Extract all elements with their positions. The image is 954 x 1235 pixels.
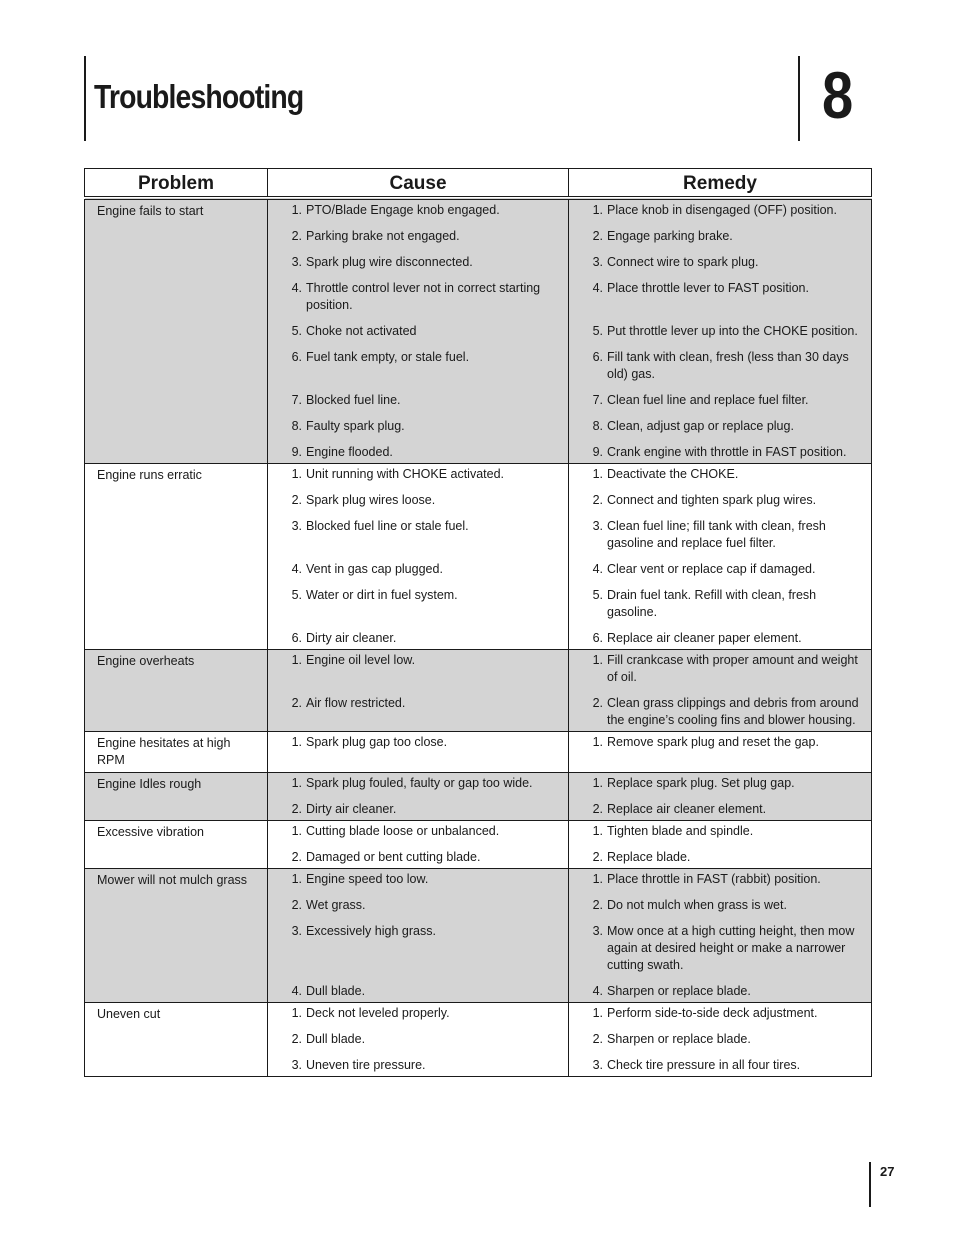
cause-item	[282, 1005, 564, 1022]
cause-item-number: 2 .	[282, 228, 302, 245]
remedy-cell	[569, 650, 872, 732]
remedy-item-number: 1 .	[583, 823, 603, 840]
remedy-item-text: Replace air cleaner element.	[607, 802, 767, 816]
cause-item-number: 2 .	[282, 849, 302, 866]
remedy-item	[583, 1005, 867, 1022]
cause-item-text: Choke not activated	[306, 324, 417, 338]
remedy-item-text: Clean fuel line; fill tank with clean, fresh gasoline and replace fuel filter.	[607, 519, 826, 550]
remedy-item-number: 1 .	[583, 652, 603, 686]
remedy-item-text: Clean fuel line and replace fuel filter.	[607, 393, 809, 407]
remedy-item-text: Engage parking brake.	[607, 229, 733, 243]
cause-item	[282, 349, 564, 383]
remedy-item	[583, 897, 867, 914]
remedy-item	[583, 561, 867, 578]
remedy-item	[583, 923, 867, 974]
remedy-item-text: Replace blade.	[607, 850, 691, 864]
table-row	[85, 464, 872, 650]
remedy-cell	[569, 464, 872, 650]
table-body	[85, 198, 872, 1077]
remedy-item-number: 5 .	[583, 323, 603, 340]
cause-item-text: Spark plug wires loose.	[306, 493, 436, 507]
remedy-list	[583, 775, 867, 818]
problem-cell: Excessive vibration	[85, 821, 268, 869]
cause-item-number: 1 .	[282, 871, 302, 888]
chapter-rule	[798, 56, 800, 141]
remedy-item-number: 2 .	[583, 492, 603, 509]
remedy-item	[583, 202, 867, 219]
remedy-item-number: 2 .	[583, 1031, 603, 1048]
remedy-item-text: Fill crankcase with proper amount and weight of oil.	[607, 653, 858, 684]
cause-cell	[268, 869, 569, 1003]
remedy-item-text: Place throttle lever to FAST position.	[607, 281, 809, 295]
cause-cell	[268, 1003, 569, 1077]
column-header-remedy: Remedy	[569, 169, 872, 199]
cause-item-text: Fuel tank empty, or stale fuel.	[306, 350, 470, 364]
cause-item	[282, 202, 564, 219]
cause-item	[282, 466, 564, 483]
cause-list	[282, 734, 564, 751]
remedy-item-number: 9 .	[583, 444, 603, 461]
remedy-item-number: 1 .	[583, 202, 603, 219]
remedy-item	[583, 466, 867, 483]
cause-item-number: 1 .	[282, 734, 302, 751]
cause-item	[282, 444, 564, 461]
cause-item-text: Deck not leveled properly.	[306, 1006, 450, 1020]
title-rule	[84, 56, 86, 141]
cause-cell	[268, 821, 569, 869]
cause-item	[282, 630, 564, 647]
remedy-item-number: 2 .	[583, 801, 603, 818]
cause-item	[282, 587, 564, 621]
cause-item-number: 9 .	[282, 444, 302, 461]
cause-item	[282, 775, 564, 792]
cause-item	[282, 228, 564, 245]
cause-item-text: Spark plug fouled, faulty or gap too wide.	[306, 776, 533, 790]
cause-cell	[268, 732, 569, 773]
remedy-item-text: Deactivate the CHOKE.	[607, 467, 739, 481]
cause-item	[282, 392, 564, 409]
remedy-list	[583, 871, 867, 1000]
remedy-item	[583, 652, 867, 686]
page-number: 27	[880, 1164, 895, 1179]
table-row	[85, 650, 872, 732]
problem-cell: Engine runs erratic	[85, 464, 268, 650]
cause-item-text: Water or dirt in fuel system.	[306, 588, 458, 602]
table-row	[85, 198, 872, 464]
remedy-item-number: 7 .	[583, 392, 603, 409]
cause-item-number: 2 .	[282, 492, 302, 509]
cause-item	[282, 823, 564, 840]
cause-item-number: 2 .	[282, 695, 302, 729]
remedy-item-text: Put throttle lever up into the CHOKE position.	[607, 324, 858, 338]
remedy-item	[583, 444, 867, 461]
remedy-item	[583, 1057, 867, 1074]
remedy-list	[583, 202, 867, 461]
remedy-item	[583, 349, 867, 383]
cause-item-number: 3 .	[282, 518, 302, 552]
remedy-item-text: Fill tank with clean, fresh (less than 30 days old) gas.	[607, 350, 849, 381]
table-header-row	[85, 169, 872, 199]
cause-list	[282, 871, 564, 1000]
remedy-item	[583, 1031, 867, 1048]
cause-item-number: 1 .	[282, 466, 302, 483]
remedy-item-number: 1 .	[583, 734, 603, 751]
cause-item	[282, 652, 564, 686]
remedy-item-text: Do not mulch when grass is wet.	[607, 898, 787, 912]
table-row	[85, 1003, 872, 1077]
remedy-item-text: Mow once at a high cutting height, then mow again at desired height or make a narrower cutting swath.	[607, 924, 855, 972]
remedy-item-text: Check tire pressure in all four tires.	[607, 1058, 801, 1072]
remedy-item	[583, 734, 867, 751]
cause-item	[282, 801, 564, 818]
remedy-item	[583, 280, 867, 314]
cause-item-text: Dirty air cleaner.	[306, 631, 397, 645]
cause-item-number: 7 .	[282, 392, 302, 409]
remedy-item-text: Clear vent or replace cap if damaged.	[607, 562, 816, 576]
remedy-item-number: 4 .	[583, 561, 603, 578]
cause-list	[282, 823, 564, 866]
remedy-item-text: Crank engine with throttle in FAST position.	[607, 445, 847, 459]
cause-cell	[268, 198, 569, 464]
remedy-item-number: 2 .	[583, 228, 603, 245]
cause-item-text: Uneven tire pressure.	[306, 1058, 426, 1072]
remedy-item-number: 3 .	[583, 923, 603, 974]
remedy-list	[583, 1005, 867, 1074]
remedy-item-text: Clean, adjust gap or replace plug.	[607, 419, 794, 433]
remedy-item	[583, 254, 867, 271]
chapter-number: 8	[822, 58, 854, 132]
remedy-item-number: 3 .	[583, 1057, 603, 1074]
cause-list	[282, 1005, 564, 1074]
remedy-item-number: 1 .	[583, 1005, 603, 1022]
remedy-item	[583, 518, 867, 552]
remedy-item	[583, 228, 867, 245]
cause-item-number: 8 .	[282, 418, 302, 435]
remedy-item-number: 1 .	[583, 871, 603, 888]
cause-item-text: Dull blade.	[306, 984, 366, 998]
remedy-item-number: 3 .	[583, 254, 603, 271]
cause-item-text: Engine speed too low.	[306, 872, 429, 886]
cause-item-number: 6 .	[282, 630, 302, 647]
remedy-list	[583, 466, 867, 647]
table-row	[85, 821, 872, 869]
cause-item-text: Air flow restricted.	[306, 696, 406, 710]
remedy-item	[583, 587, 867, 621]
cause-item-number: 5 .	[282, 587, 302, 621]
remedy-item-text: Clean grass clippings and debris from around the engine’s cooling fins and blower housing.	[607, 696, 859, 727]
remedy-item	[583, 823, 867, 840]
page-title: Troubleshooting	[94, 78, 304, 115]
cause-item	[282, 1031, 564, 1048]
remedy-cell	[569, 732, 872, 773]
table-row	[85, 732, 872, 773]
cause-item-number: 3 .	[282, 1057, 302, 1074]
cause-item-text: Dull blade.	[306, 1032, 366, 1046]
cause-cell	[268, 773, 569, 821]
cause-item-number: 5 .	[282, 323, 302, 340]
remedy-cell	[569, 1003, 872, 1077]
cause-item-text: Dirty air cleaner.	[306, 802, 397, 816]
remedy-item-number: 2 .	[583, 695, 603, 729]
remedy-item-text: Connect wire to spark plug.	[607, 255, 759, 269]
remedy-item	[583, 492, 867, 509]
cause-item-text: Faulty spark plug.	[306, 419, 405, 433]
remedy-item	[583, 418, 867, 435]
cause-list	[282, 652, 564, 729]
cause-item-number: 2 .	[282, 801, 302, 818]
troubleshooting-table	[84, 168, 872, 1077]
cause-item	[282, 695, 564, 729]
remedy-item-text: Place knob in disengaged (OFF) position.	[607, 203, 837, 217]
remedy-list	[583, 734, 867, 751]
cause-item	[282, 518, 564, 552]
remedy-list	[583, 652, 867, 729]
remedy-item-number: 3 .	[583, 518, 603, 552]
problem-cell: Engine overheats	[85, 650, 268, 732]
remedy-item-number: 6 .	[583, 349, 603, 383]
cause-item-text: Excessively high grass.	[306, 924, 436, 938]
remedy-item-text: Sharpen or replace blade.	[607, 1032, 751, 1046]
cause-item-text: Blocked fuel line or stale fuel.	[306, 519, 469, 533]
remedy-item-number: 6 .	[583, 630, 603, 647]
remedy-cell	[569, 869, 872, 1003]
cause-item-text: Parking brake not engaged.	[306, 229, 460, 243]
remedy-item-number: 4 .	[583, 983, 603, 1000]
cause-item-text: Throttle control lever not in correct starting position.	[306, 281, 541, 312]
cause-item	[282, 897, 564, 914]
remedy-item-number: 8 .	[583, 418, 603, 435]
remedy-item-number: 2 .	[583, 849, 603, 866]
cause-item	[282, 561, 564, 578]
remedy-item-text: Sharpen or replace blade.	[607, 984, 751, 998]
cause-item-text: PTO/Blade Engage knob engaged.	[306, 203, 500, 217]
remedy-item-text: Place throttle in FAST (rabbit) position.	[607, 872, 821, 886]
remedy-item-number: 2 .	[583, 897, 603, 914]
remedy-item	[583, 871, 867, 888]
cause-item-text: Engine oil level low.	[306, 653, 416, 667]
cause-item-number: 1 .	[282, 652, 302, 686]
column-header-problem: Problem	[85, 169, 268, 199]
problem-cell: Uneven cut	[85, 1003, 268, 1077]
remedy-cell	[569, 198, 872, 464]
problem-cell: Engine hesitates at high RPM	[85, 732, 268, 773]
cause-item	[282, 983, 564, 1000]
cause-list	[282, 202, 564, 461]
cause-cell	[268, 464, 569, 650]
remedy-item-text: Replace spark plug. Set plug gap.	[607, 776, 795, 790]
remedy-item-text: Tighten blade and spindle.	[607, 824, 754, 838]
remedy-item	[583, 801, 867, 818]
remedy-item-text: Connect and tighten spark plug wires.	[607, 493, 817, 507]
remedy-item-number: 5 .	[583, 587, 603, 621]
cause-item-number: 4 .	[282, 280, 302, 314]
problem-cell: Mower will not mulch grass	[85, 869, 268, 1003]
cause-item-text: Vent in gas cap plugged.	[306, 562, 443, 576]
cause-item-text: Damaged or bent cutting blade.	[306, 850, 481, 864]
cause-item	[282, 734, 564, 751]
problem-cell: Engine Idles rough	[85, 773, 268, 821]
remedy-item	[583, 775, 867, 792]
remedy-item-number: 1 .	[583, 466, 603, 483]
cause-item	[282, 323, 564, 340]
cause-item-text: Spark plug gap too close.	[306, 735, 448, 749]
cause-item	[282, 1057, 564, 1074]
cause-item-text: Engine flooded.	[306, 445, 393, 459]
cause-item-number: 1 .	[282, 775, 302, 792]
cause-item-number: 1 .	[282, 1005, 302, 1022]
cause-item	[282, 849, 564, 866]
table-row	[85, 773, 872, 821]
cause-item	[282, 254, 564, 271]
cause-item-number: 3 .	[282, 923, 302, 974]
cause-item-number: 6 .	[282, 349, 302, 383]
cause-item	[282, 418, 564, 435]
cause-item-text: Cutting blade loose or unbalanced.	[306, 824, 500, 838]
remedy-item	[583, 392, 867, 409]
remedy-item-number: 4 .	[583, 280, 603, 314]
cause-item-number: 2 .	[282, 897, 302, 914]
cause-item-text: Wet grass.	[306, 898, 366, 912]
column-header-cause: Cause	[268, 169, 569, 199]
remedy-cell	[569, 821, 872, 869]
remedy-cell	[569, 773, 872, 821]
cause-item-text: Spark plug wire disconnected.	[306, 255, 473, 269]
table-row	[85, 869, 872, 1003]
remedy-item	[583, 849, 867, 866]
remedy-item	[583, 983, 867, 1000]
remedy-item-text: Drain fuel tank. Refill with clean, fresh gasoline.	[607, 588, 817, 619]
cause-item-number: 3 .	[282, 254, 302, 271]
remedy-item-number: 1 .	[583, 775, 603, 792]
cause-item-number: 2 .	[282, 1031, 302, 1048]
remedy-item-text: Remove spark plug and reset the gap.	[607, 735, 819, 749]
cause-list	[282, 775, 564, 818]
cause-item	[282, 280, 564, 314]
remedy-item-text: Replace air cleaner paper element.	[607, 631, 802, 645]
remedy-item	[583, 695, 867, 729]
cause-list	[282, 466, 564, 647]
cause-item-number: 1 .	[282, 823, 302, 840]
cause-item-text: Blocked fuel line.	[306, 393, 401, 407]
cause-item	[282, 871, 564, 888]
cause-item-number: 4 .	[282, 561, 302, 578]
cause-item-text: Unit running with CHOKE activated.	[306, 467, 505, 481]
problem-cell: Engine fails to start	[85, 198, 268, 464]
page-number-rule	[869, 1162, 871, 1207]
remedy-item	[583, 323, 867, 340]
cause-item	[282, 923, 564, 974]
remedy-item	[583, 630, 867, 647]
remedy-list	[583, 823, 867, 866]
remedy-item-text: Perform side-to-side deck adjustment.	[607, 1006, 818, 1020]
cause-cell	[268, 650, 569, 732]
cause-item-number: 1 .	[282, 202, 302, 219]
cause-item-number: 4 .	[282, 983, 302, 1000]
cause-item	[282, 492, 564, 509]
